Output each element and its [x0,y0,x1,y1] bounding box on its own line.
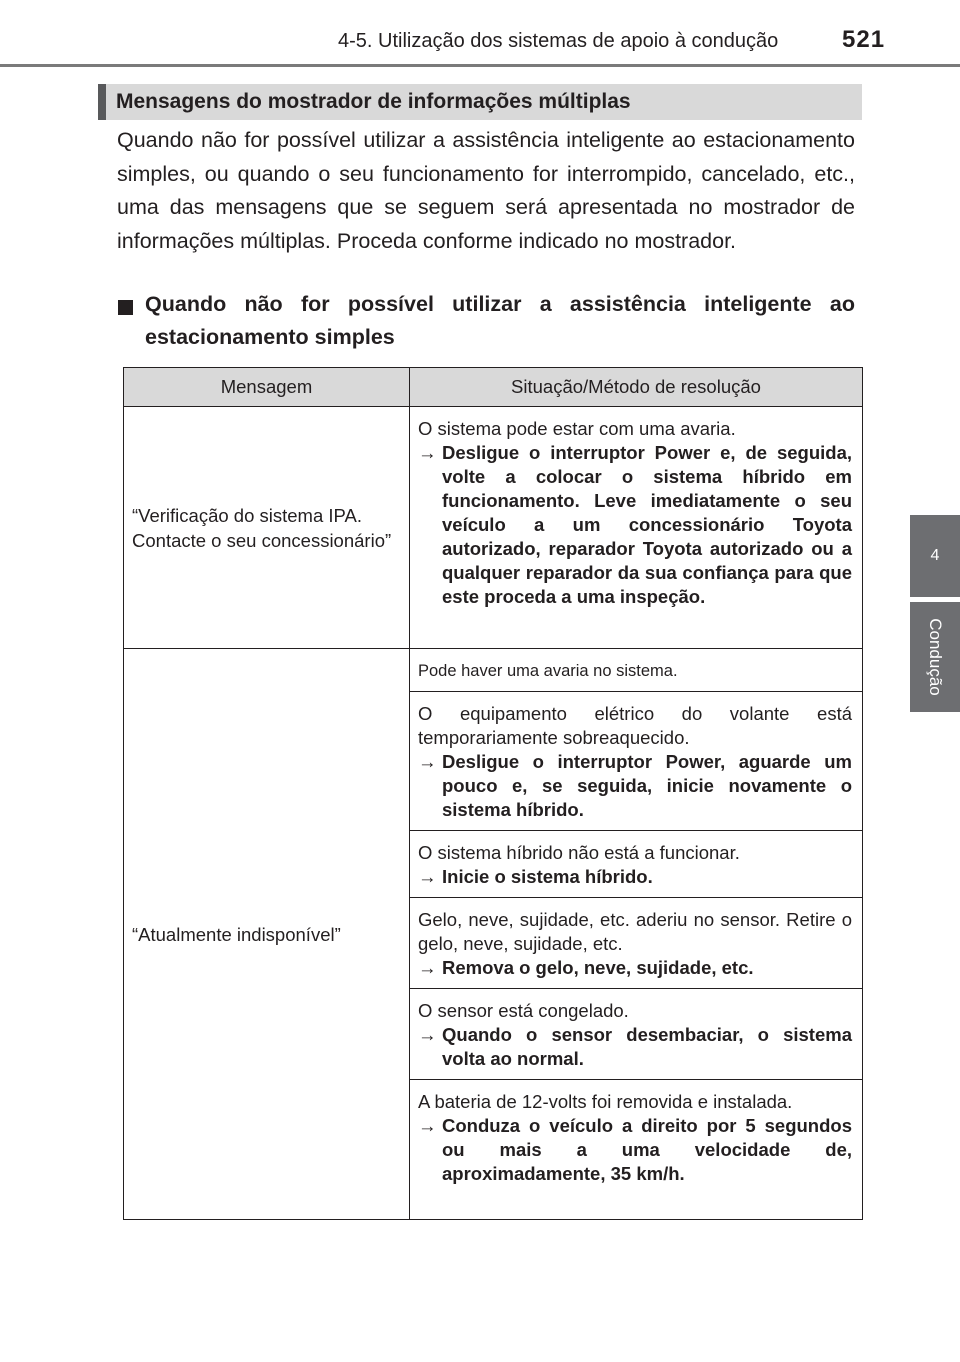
table-row [124,649,863,692]
arrow-icon: → [418,866,437,887]
arrow-icon: → [418,442,437,463]
action-text: Remova o gelo, neve, sujidade, etc. [442,957,754,978]
situation-text: Pode haver uma avaria no sistema. [418,662,678,680]
situation-text: Gelo, neve, sujidade, etc. aderiu no sensor. Retire o gelo, neve, sujidade, etc. [418,909,852,954]
action [418,441,852,609]
situation-text: O equipamento elétrico do volante está temporariamente sobreaquecido. [418,703,852,748]
arrow-icon: → [418,1115,437,1136]
action-text: Desligue o interruptor Power e, de seguida, volte a colocar o sistema híbrido em funcionamento. Leve imediatamente o seu veículo a um concessionário Toyota autorizado, reparador Toyota autorizado ou a qualquer reparador da sua confiança para que este proceda a uma inspeção. [442,442,852,607]
situation-cell [410,831,863,898]
subheading: Quando não for possível utilizar a assistência inteligente ao estacionamento simples [145,292,855,349]
arrow-icon: → [418,751,437,772]
section-title-bar [98,84,862,120]
action-text: Desligue o interruptor Power, aguarde um pouco e, se seguida, inicie novamente o sistema híbrido. [442,751,852,820]
page-number: 521 [842,26,886,53]
action-text: Quando o sensor desembaciar, o sistema volta ao normal. [442,1024,852,1069]
action [418,750,852,822]
situation-text: A bateria de 12-volts foi removida e instalada. [418,1091,793,1112]
arrow-icon: → [418,1024,437,1045]
section-title-accent [98,84,106,120]
situation-text: O sistema híbrido não está a funcionar. [418,842,740,863]
message-cell: “Atualmente indisponível” [124,649,410,1220]
action [418,1114,852,1186]
situation-cell [410,649,863,692]
situation-text: O sistema pode estar com uma avaria. [418,418,736,439]
chapter-tab-label-text: Condução [926,618,945,696]
section-title: Mensagens do mostrador de informações múltiplas [116,90,631,113]
table-header-row [124,368,863,407]
action-text: Inicie o sistema híbrido. [442,866,653,887]
action [418,956,852,980]
situation-cell [410,692,863,831]
action [418,1023,852,1071]
situation-cell [410,407,863,649]
chapter-tab-label [910,602,960,712]
situation-cell [410,898,863,989]
arrow-icon: → [418,957,437,978]
situation-cell [410,1080,863,1220]
header-situation: Situação/Método de resolução [410,368,863,407]
chapter-tab-number: 4 [910,515,960,597]
intro-paragraph: Quando não for possível utilizar a assistência inteligente ao estacionamento simples, ou quando o seu funcionamento for interrompido, cancelado, etc., uma das mensagens que se seguem será apresentada no mostrador de informações múltiplas. Proceda conforme indicado no mostrador. [117,128,855,253]
action [418,865,852,889]
header-rule [0,64,960,67]
message-cell: “Verificação do sistema IPA. Contacte o seu concessionário” [124,407,410,649]
action-text: Conduza o veículo a direito por 5 segundos ou mais a uma velocidade de, aproximadamente, 35 km/h. [442,1115,852,1184]
situation-text: O sensor está congelado. [418,1000,629,1021]
table-row [124,407,863,649]
situation-cell [410,989,863,1080]
chapter-title: 4-5. Utilização dos sistemas de apoio à condução [338,30,779,52]
header-message: Mensagem [124,368,410,407]
messages-table [123,367,863,1220]
square-bullet-icon [118,300,133,315]
